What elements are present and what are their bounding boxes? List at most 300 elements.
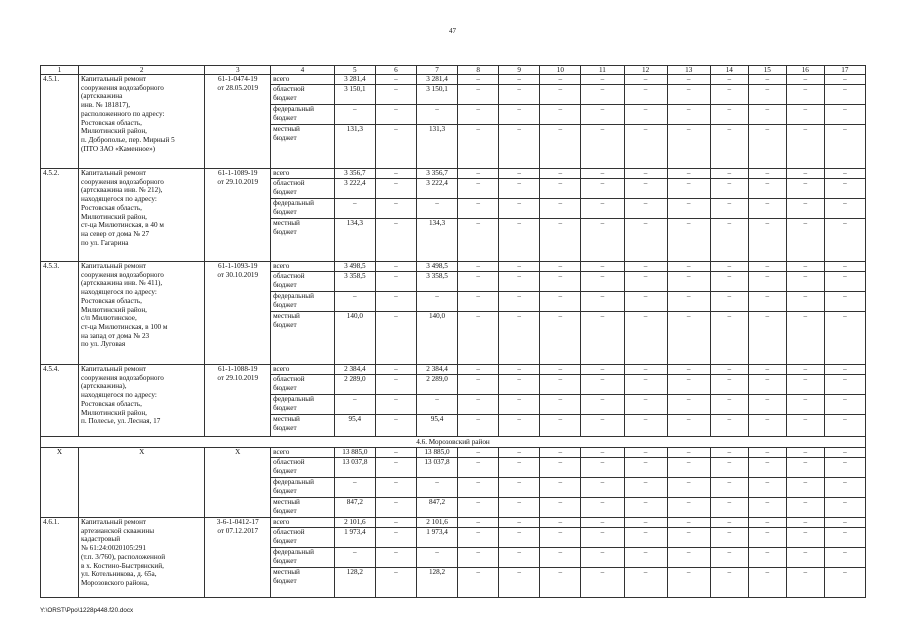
value-col-10: –	[540, 262, 581, 272]
value-col-13: –	[667, 395, 710, 415]
value-col-9: –	[499, 272, 540, 292]
column-header-13: 13	[667, 66, 710, 75]
budget-regional-label: областной бюджет	[271, 179, 335, 199]
budget-total-label: всего	[271, 75, 335, 85]
value-col-11: –	[581, 548, 624, 568]
value-col-16: –	[786, 125, 824, 169]
value-col-16: –	[786, 375, 824, 395]
value-col-7: –	[416, 292, 457, 312]
budget-local-label: местный бюджет	[271, 312, 335, 365]
value-col-6: –	[375, 105, 416, 125]
value-col-14: –	[710, 272, 748, 292]
value-col-12: –	[624, 125, 667, 169]
value-col-11: –	[581, 312, 624, 365]
value-col-10: –	[540, 169, 581, 179]
value-col-12: –	[624, 415, 667, 437]
value-col-16: –	[786, 179, 824, 199]
value-col-15: –	[748, 125, 786, 169]
value-col-16: –	[786, 312, 824, 365]
value-col-5: 131,3	[334, 125, 375, 169]
value-col-8: –	[458, 179, 499, 199]
value-col-7: –	[416, 478, 457, 498]
value-col-8: –	[458, 568, 499, 598]
value-col-17: –	[824, 518, 865, 528]
value-col-7: 128,2	[416, 568, 457, 598]
value-col-9: –	[499, 365, 540, 375]
value-col-15: –	[748, 518, 786, 528]
value-col-12: –	[624, 478, 667, 498]
value-col-13: –	[667, 448, 710, 458]
value-col-9: –	[499, 458, 540, 478]
column-header-2: 2	[79, 66, 205, 75]
value-col-9: –	[499, 548, 540, 568]
value-col-13: –	[667, 528, 710, 548]
value-col-9: –	[499, 179, 540, 199]
value-col-17: –	[824, 528, 865, 548]
column-header-10: 10	[540, 66, 581, 75]
value-col-14: –	[710, 75, 748, 85]
value-col-6: –	[375, 415, 416, 437]
value-col-15: –	[748, 75, 786, 85]
value-col-14: –	[710, 415, 748, 437]
value-col-17: –	[824, 179, 865, 199]
value-col-9: –	[499, 262, 540, 272]
value-col-5: –	[334, 548, 375, 568]
item-description: Капитальный ремонт артезианской скважины кадастровый № 61:24:0020105:291 (т.п. 3/760), расположенной в х. Костино-Быстрянский, ул. Котельникова, д. 65а, Морозовского района,	[79, 518, 205, 598]
value-col-8: –	[458, 478, 499, 498]
value-col-10: –	[540, 219, 581, 262]
value-col-13: –	[667, 75, 710, 85]
item-number: Х	[41, 448, 79, 518]
value-col-12: –	[624, 548, 667, 568]
value-col-14: –	[710, 105, 748, 125]
value-col-16: –	[786, 478, 824, 498]
value-col-10: –	[540, 478, 581, 498]
budget-federal-label: федеральный бюджет	[271, 199, 335, 219]
value-col-5: –	[334, 292, 375, 312]
value-col-6: –	[375, 75, 416, 85]
value-col-13: –	[667, 458, 710, 478]
value-col-14: –	[710, 125, 748, 169]
item-document-ref: 61-1-1088-19 от 29.10.2019	[205, 365, 271, 437]
value-col-17: –	[824, 458, 865, 478]
value-col-7: –	[416, 199, 457, 219]
value-col-17: –	[824, 375, 865, 395]
value-col-17: –	[824, 548, 865, 568]
column-header-6: 6	[375, 66, 416, 75]
value-col-9: –	[499, 169, 540, 179]
value-col-9: –	[499, 292, 540, 312]
value-col-6: –	[375, 395, 416, 415]
item-description: Капитальный ремонт сооружения водозаборного (артскважина), находящегося по адресу: Ростовская область, Милютинский район, п. Полесье, ул. Лесная, 17	[79, 365, 205, 437]
column-header-1: 1	[41, 66, 79, 75]
value-col-13: –	[667, 312, 710, 365]
item-number: 4.6.1.	[41, 518, 79, 598]
value-col-10: –	[540, 365, 581, 375]
value-col-6: –	[375, 85, 416, 105]
value-col-15: –	[748, 498, 786, 518]
value-col-15: –	[748, 448, 786, 458]
value-col-7: 3 356,7	[416, 169, 457, 179]
value-col-14: –	[710, 312, 748, 365]
value-col-10: –	[540, 125, 581, 169]
value-col-10: –	[540, 548, 581, 568]
column-header-8: 8	[458, 66, 499, 75]
value-col-17: –	[824, 219, 865, 262]
value-col-17: –	[824, 498, 865, 518]
value-col-16: –	[786, 75, 824, 85]
value-col-13: –	[667, 85, 710, 105]
value-col-17: –	[824, 568, 865, 598]
value-col-16: –	[786, 528, 824, 548]
value-col-16: –	[786, 85, 824, 105]
value-col-16: –	[786, 568, 824, 598]
value-col-15: –	[748, 219, 786, 262]
value-col-8: –	[458, 199, 499, 219]
value-col-10: –	[540, 448, 581, 458]
value-col-13: –	[667, 415, 710, 437]
value-col-17: –	[824, 199, 865, 219]
value-col-14: –	[710, 518, 748, 528]
value-col-17: –	[824, 365, 865, 375]
column-header-15: 15	[748, 66, 786, 75]
value-col-17: –	[824, 448, 865, 458]
value-col-10: –	[540, 75, 581, 85]
value-col-10: –	[540, 568, 581, 598]
value-col-11: –	[581, 458, 624, 478]
value-col-7: 3 358,5	[416, 272, 457, 292]
table-row	[41, 75, 866, 85]
section-title: 4.6. Морозовский район	[41, 437, 866, 448]
value-col-14: –	[710, 179, 748, 199]
value-col-6: –	[375, 199, 416, 219]
value-col-12: –	[624, 365, 667, 375]
value-col-6: –	[375, 498, 416, 518]
value-col-8: –	[458, 105, 499, 125]
value-col-12: –	[624, 75, 667, 85]
value-col-8: –	[458, 548, 499, 568]
budget-regional-label: областной бюджет	[271, 458, 335, 478]
value-col-16: –	[786, 518, 824, 528]
value-col-17: –	[824, 395, 865, 415]
value-col-14: –	[710, 395, 748, 415]
value-col-8: –	[458, 219, 499, 262]
value-col-10: –	[540, 292, 581, 312]
value-col-16: –	[786, 199, 824, 219]
column-header-9: 9	[499, 66, 540, 75]
item-description: Капитальный ремонт сооружения водозаборного (артскважина инв. № 411), находящегося по адресу: Ростовская область, Милютинский район, с/п Милютинское, ст-ца Милютинская, в 100 м на запад от дома № 23 по ул. Луговая	[79, 262, 205, 365]
value-col-8: –	[458, 262, 499, 272]
value-col-11: –	[581, 568, 624, 598]
value-col-9: –	[499, 415, 540, 437]
value-col-10: –	[540, 395, 581, 415]
value-col-11: –	[581, 498, 624, 518]
value-col-12: –	[624, 85, 667, 105]
column-header-4: 4	[271, 66, 335, 75]
value-col-7: 847,2	[416, 498, 457, 518]
value-col-9: –	[499, 518, 540, 528]
value-col-9: –	[499, 528, 540, 548]
value-col-5: 2 384,4	[334, 365, 375, 375]
value-col-11: –	[581, 528, 624, 548]
value-col-7: 3 281,4	[416, 75, 457, 85]
value-col-9: –	[499, 75, 540, 85]
column-header-14: 14	[710, 66, 748, 75]
value-col-12: –	[624, 105, 667, 125]
value-col-11: –	[581, 395, 624, 415]
value-col-14: –	[710, 548, 748, 568]
value-col-9: –	[499, 395, 540, 415]
value-col-7: 2 289,0	[416, 375, 457, 395]
value-col-16: –	[786, 415, 824, 437]
table-row	[41, 448, 866, 458]
value-col-15: –	[748, 478, 786, 498]
value-col-12: –	[624, 312, 667, 365]
value-col-8: –	[458, 415, 499, 437]
value-col-12: –	[624, 395, 667, 415]
column-header-row	[41, 66, 866, 75]
item-number: 4.5.4.	[41, 365, 79, 437]
value-col-8: –	[458, 518, 499, 528]
value-col-12: –	[624, 498, 667, 518]
value-col-13: –	[667, 125, 710, 169]
value-col-7: 2 101,6	[416, 518, 457, 528]
value-col-14: –	[710, 292, 748, 312]
budget-federal-label: федеральный бюджет	[271, 292, 335, 312]
value-col-6: –	[375, 478, 416, 498]
value-col-7: 140,0	[416, 312, 457, 365]
value-col-5: 95,4	[334, 415, 375, 437]
value-col-17: –	[824, 478, 865, 498]
value-col-7: 13 037,8	[416, 458, 457, 478]
item-document-ref: 61-1-0474-19 от 28.05.2019	[205, 75, 271, 169]
value-col-15: –	[748, 548, 786, 568]
value-col-12: –	[624, 528, 667, 548]
value-col-15: –	[748, 199, 786, 219]
value-col-10: –	[540, 415, 581, 437]
value-col-15: –	[748, 272, 786, 292]
value-col-7: 131,3	[416, 125, 457, 169]
budget-regional-label: областной бюджет	[271, 528, 335, 548]
section-row	[41, 437, 866, 448]
value-col-6: –	[375, 528, 416, 548]
value-col-14: –	[710, 375, 748, 395]
value-col-5: –	[334, 105, 375, 125]
value-col-11: –	[581, 125, 624, 169]
table-row	[41, 365, 866, 375]
value-col-10: –	[540, 528, 581, 548]
value-col-8: –	[458, 292, 499, 312]
value-col-16: –	[786, 219, 824, 262]
budget-local-label: местный бюджет	[271, 568, 335, 598]
value-col-7: 13 885,0	[416, 448, 457, 458]
value-col-5: 3 358,5	[334, 272, 375, 292]
value-col-12: –	[624, 219, 667, 262]
value-col-16: –	[786, 448, 824, 458]
value-col-6: –	[375, 262, 416, 272]
value-col-15: –	[748, 415, 786, 437]
value-col-7: 1 973,4	[416, 528, 457, 548]
value-col-13: –	[667, 548, 710, 568]
value-col-10: –	[540, 518, 581, 528]
value-col-11: –	[581, 375, 624, 395]
value-col-11: –	[581, 262, 624, 272]
table-body	[41, 66, 866, 598]
value-col-15: –	[748, 568, 786, 598]
table-row	[41, 518, 866, 528]
value-col-15: –	[748, 105, 786, 125]
value-col-16: –	[786, 458, 824, 478]
budget-federal-label: федеральный бюджет	[271, 548, 335, 568]
value-col-12: –	[624, 375, 667, 395]
value-col-10: –	[540, 85, 581, 105]
value-col-15: –	[748, 528, 786, 548]
value-col-17: –	[824, 262, 865, 272]
value-col-13: –	[667, 272, 710, 292]
value-col-16: –	[786, 262, 824, 272]
value-col-14: –	[710, 448, 748, 458]
value-col-13: –	[667, 169, 710, 179]
value-col-15: –	[748, 312, 786, 365]
value-col-10: –	[540, 199, 581, 219]
value-col-7: –	[416, 395, 457, 415]
value-col-15: –	[748, 292, 786, 312]
value-col-14: –	[710, 528, 748, 548]
value-col-13: –	[667, 518, 710, 528]
budget-total-label: всего	[271, 169, 335, 179]
value-col-8: –	[458, 75, 499, 85]
budget-local-label: местный бюджет	[271, 125, 335, 169]
value-col-13: –	[667, 219, 710, 262]
value-col-7: 134,3	[416, 219, 457, 262]
page-number: 47	[449, 27, 456, 35]
value-col-17: –	[824, 415, 865, 437]
item-document-ref: 3-6-1-0412-17 от 07.12.2017	[205, 518, 271, 598]
item-number: 4.5.3.	[41, 262, 79, 365]
budget-total-label: всего	[271, 365, 335, 375]
value-col-16: –	[786, 395, 824, 415]
value-col-5: 13 885,0	[334, 448, 375, 458]
value-col-11: –	[581, 448, 624, 458]
item-description: Х	[79, 448, 205, 518]
value-col-14: –	[710, 219, 748, 262]
value-col-13: –	[667, 292, 710, 312]
value-col-11: –	[581, 85, 624, 105]
budget-regional-label: областной бюджет	[271, 85, 335, 105]
value-col-14: –	[710, 262, 748, 272]
value-col-6: –	[375, 548, 416, 568]
value-col-7: 2 384,4	[416, 365, 457, 375]
value-col-16: –	[786, 169, 824, 179]
value-col-10: –	[540, 272, 581, 292]
value-col-17: –	[824, 169, 865, 179]
value-col-6: –	[375, 448, 416, 458]
value-col-17: –	[824, 75, 865, 85]
value-col-12: –	[624, 518, 667, 528]
value-col-16: –	[786, 292, 824, 312]
value-col-9: –	[499, 219, 540, 262]
item-document-ref: 61-1-1089-19 от 29.10.2019	[205, 169, 271, 262]
value-col-7: 3 150,1	[416, 85, 457, 105]
value-col-11: –	[581, 199, 624, 219]
value-col-13: –	[667, 199, 710, 219]
value-col-12: –	[624, 169, 667, 179]
value-col-16: –	[786, 548, 824, 568]
column-header-16: 16	[786, 66, 824, 75]
value-col-8: –	[458, 272, 499, 292]
column-header-3: 3	[205, 66, 271, 75]
value-col-5: 3 498,5	[334, 262, 375, 272]
value-col-11: –	[581, 415, 624, 437]
value-col-6: –	[375, 272, 416, 292]
value-col-10: –	[540, 375, 581, 395]
value-col-5: 140,0	[334, 312, 375, 365]
value-col-11: –	[581, 169, 624, 179]
value-col-5: 3 222,4	[334, 179, 375, 199]
value-col-5: 2 101,6	[334, 518, 375, 528]
value-col-12: –	[624, 262, 667, 272]
value-col-6: –	[375, 375, 416, 395]
value-col-16: –	[786, 498, 824, 518]
value-col-11: –	[581, 478, 624, 498]
value-col-8: –	[458, 458, 499, 478]
value-col-11: –	[581, 105, 624, 125]
value-col-12: –	[624, 458, 667, 478]
value-col-9: –	[499, 199, 540, 219]
item-description: Капитальный ремонт сооружения водозаборного (артскважина инв. № 181817), расположенного по адресу: Ростовская область, Милютинский район, п. Доброполье, пер. Мирный 5 (ПТО ЗАО «Каменное»)	[79, 75, 205, 169]
value-col-8: –	[458, 528, 499, 548]
item-description: Капитальный ремонт сооружения водозаборного (артскважина инв. № 212), находящегося по адресу: Ростовская область, Милютинский район, ст-ца Милютинская, в 40 м на север от дома № 27 по ул. Гагарина	[79, 169, 205, 262]
value-col-7: –	[416, 548, 457, 568]
value-col-13: –	[667, 365, 710, 375]
value-col-17: –	[824, 312, 865, 365]
value-col-17: –	[824, 292, 865, 312]
budget-federal-label: федеральный бюджет	[271, 478, 335, 498]
value-col-9: –	[499, 105, 540, 125]
value-col-11: –	[581, 272, 624, 292]
value-col-10: –	[540, 312, 581, 365]
value-col-12: –	[624, 179, 667, 199]
value-col-11: –	[581, 179, 624, 199]
value-col-6: –	[375, 518, 416, 528]
value-col-7: 95,4	[416, 415, 457, 437]
value-col-15: –	[748, 458, 786, 478]
value-col-13: –	[667, 498, 710, 518]
value-col-14: –	[710, 568, 748, 598]
budget-local-label: местный бюджет	[271, 498, 335, 518]
value-col-6: –	[375, 219, 416, 262]
value-col-5: 3 356,7	[334, 169, 375, 179]
value-col-8: –	[458, 375, 499, 395]
value-col-6: –	[375, 292, 416, 312]
value-col-15: –	[748, 375, 786, 395]
column-header-17: 17	[824, 66, 865, 75]
value-col-8: –	[458, 448, 499, 458]
item-number: 4.5.2.	[41, 169, 79, 262]
value-col-14: –	[710, 85, 748, 105]
value-col-15: –	[748, 395, 786, 415]
budget-local-label: местный бюджет	[271, 219, 335, 262]
value-col-6: –	[375, 312, 416, 365]
value-col-14: –	[710, 498, 748, 518]
value-col-7: 3 498,5	[416, 262, 457, 272]
value-col-9: –	[499, 85, 540, 105]
value-col-17: –	[824, 85, 865, 105]
value-col-13: –	[667, 568, 710, 598]
budget-regional-label: областной бюджет	[271, 375, 335, 395]
value-col-17: –	[824, 272, 865, 292]
budget-federal-label: федеральный бюджет	[271, 395, 335, 415]
